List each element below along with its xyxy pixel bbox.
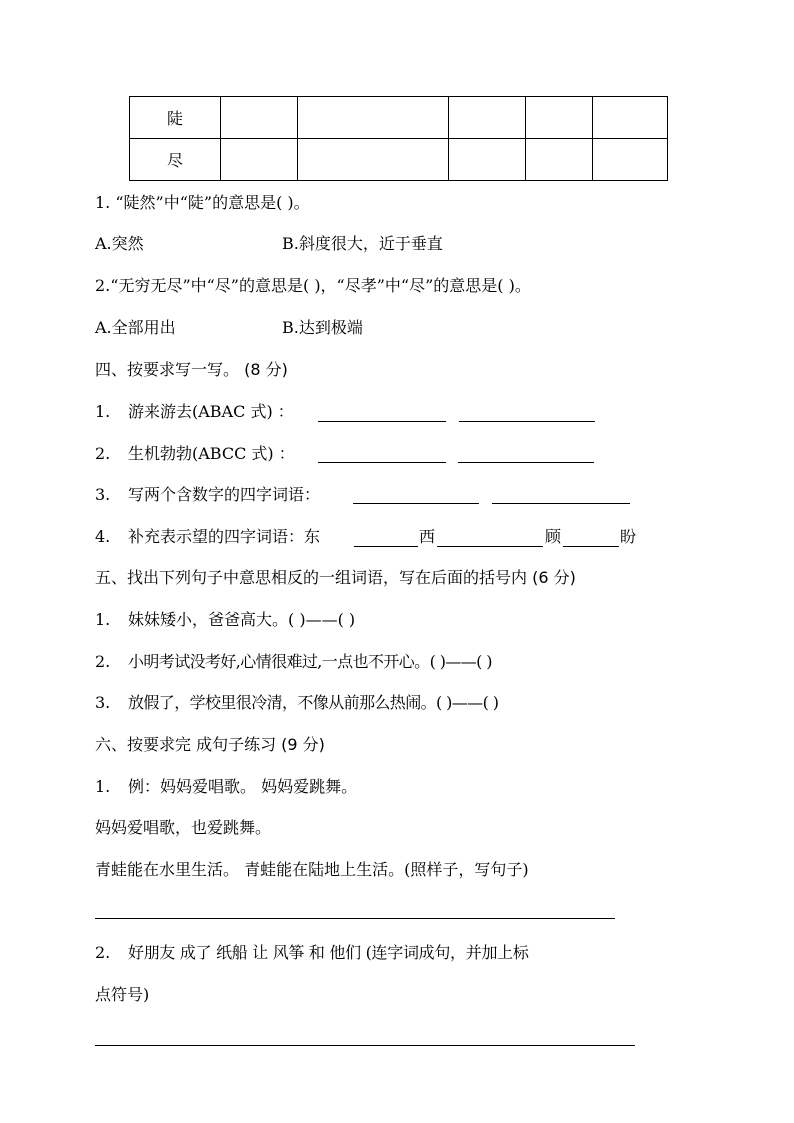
table-row — [130, 139, 668, 181]
answer-line[interactable] — [318, 421, 446, 422]
answer-line[interactable] — [318, 462, 446, 463]
answer-line[interactable] — [95, 918, 615, 919]
table-cell[interactable] — [449, 97, 526, 139]
item-word: 西 — [419, 527, 436, 546]
task-sentence: 青蛙能在水里生活。 青蛙能在陆地上生活。(照样子，写句子) — [95, 860, 529, 879]
item-number: 2. — [95, 652, 111, 671]
table-row — [130, 97, 668, 139]
option-a: A.全部用出 — [95, 318, 176, 337]
table-cell[interactable] — [593, 97, 668, 139]
item-word: 盼 — [620, 527, 637, 546]
table-row-label: 陡 — [130, 97, 221, 139]
option-b: B.达到极端 — [282, 318, 363, 337]
answer-line[interactable] — [437, 546, 543, 547]
table-cell[interactable] — [526, 139, 593, 181]
word-list: 好朋友 成了 纸船 让 风筝 和 他们 (连字词成句，并加上标 — [128, 943, 529, 962]
question-2: 2.“无穷无尽”中“尽”的意思是( )，“尽孝”中“尽”的意思是( )。 — [95, 276, 531, 295]
answer-line[interactable] — [459, 421, 595, 422]
item-number: 2. — [95, 444, 111, 463]
item-number: 1. — [95, 610, 111, 629]
item-number: 2. — [95, 943, 111, 962]
item-number: 4. — [95, 527, 111, 546]
item-number: 3. — [95, 693, 111, 712]
item-number: 1. — [95, 402, 111, 421]
option-a: A.突然 — [95, 234, 144, 253]
item-number: 1. — [95, 777, 111, 796]
option-b: B.斜度很大，近于垂直 — [282, 234, 443, 253]
item-sentence: 放假了，学校里很冷清，不像从前那么热闹。( )——( ) — [128, 693, 499, 712]
example-sentence: 例：妈妈爱唱歌。 妈妈爱跳舞。 — [128, 777, 358, 796]
item-prompt: 写两个含数字的四字词语： — [128, 485, 321, 504]
item-word: 顾 — [545, 527, 562, 546]
answer-line[interactable] — [354, 546, 418, 547]
table-cell[interactable] — [298, 97, 449, 139]
answer-line[interactable] — [458, 462, 594, 463]
section-5-title: 五、找出下列句子中意思相反的一组词语，写在后面的括号内 (6 分) — [95, 568, 576, 587]
item-prompt: 补充表示望的四字词语：东 — [128, 527, 321, 546]
question-1: 1. “陡然”中“陡”的意思是( )。 — [95, 193, 310, 212]
item-number: 3. — [95, 485, 111, 504]
answer-line[interactable] — [563, 546, 619, 547]
answer-line[interactable] — [95, 1045, 635, 1046]
table-cell[interactable] — [221, 139, 298, 181]
section-6-title: 六、按要求完 成句子练习 (9 分) — [95, 735, 325, 754]
word-list-continued: 点符号) — [95, 985, 150, 1004]
answer-line[interactable] — [353, 503, 479, 504]
answer-line[interactable] — [492, 503, 630, 504]
table-cell[interactable] — [526, 97, 593, 139]
item-sentence: 妹妹矮小，爸爸高大。( )——( ) — [128, 610, 356, 629]
table-cell[interactable] — [221, 97, 298, 139]
table-cell[interactable] — [298, 139, 449, 181]
table-cell[interactable] — [593, 139, 668, 181]
item-sentence: 小明考试没考好,心情很难过,一点也不开心。( )——( ) — [128, 652, 492, 671]
item-prompt: 生机勃勃(ABCC 式) ： — [128, 444, 295, 463]
item-prompt: 游来游去(ABAC 式) ： — [128, 402, 294, 421]
example-answer: 妈妈爱唱歌，也爱跳舞。 — [95, 818, 272, 837]
character-table — [129, 96, 668, 181]
table-row-label: 尽 — [130, 139, 221, 181]
table-cell[interactable] — [449, 139, 526, 181]
section-4-title: 四、按要求写一写。 (8 分) — [95, 360, 288, 379]
